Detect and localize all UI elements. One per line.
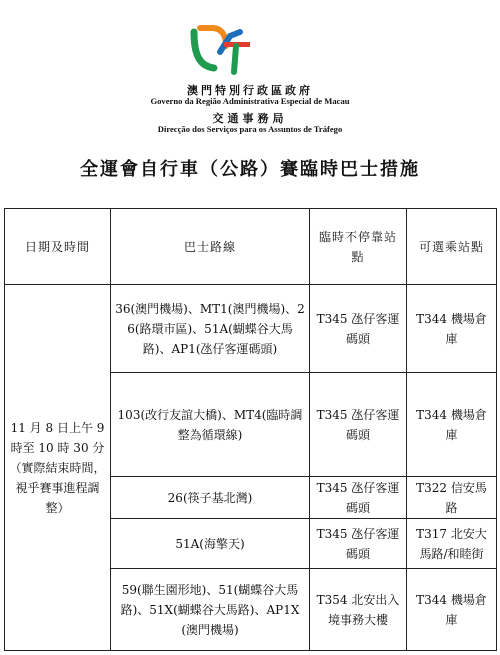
board-stop-cell: T344 機場倉庫 <box>407 373 497 477</box>
board-stop-cell: T322 信安馬路 <box>407 477 497 519</box>
header-board-stop: 可選乘站點 <box>407 209 497 285</box>
government-name-zh: 澳門特別行政區政府 <box>187 84 313 97</box>
skip-stop-cell: T345 氹仔客運碼頭 <box>310 373 407 477</box>
bus-measures-table <box>4 208 497 651</box>
routes-cell: 36(澳門機場)、MT1(澳門機場)、26(路環市區)、51A(蝴蝶谷大馬路)、AP1(氹仔客運碼頭) <box>111 285 310 373</box>
skip-stop-cell: T345 氹仔客運碼頭 <box>310 477 407 519</box>
department-name-zh: 交通事務局 <box>212 112 288 125</box>
skip-stop-cell: T354 北安出入境事務大樓 <box>310 569 407 651</box>
board-stop-cell: T317 北安大馬路/和睦街 <box>407 519 497 569</box>
board-stop-cell: T344 機場倉庫 <box>407 569 497 651</box>
department-name-pt: Direcção dos Serviços para os Assuntos de Tráfego <box>157 124 343 134</box>
header-skip-stop: 臨時不停靠站點 <box>310 209 407 285</box>
routes-cell: 59(聯生園形地)、51(蝴蝶谷大馬路)、51X(蝴蝶谷大馬路)、AP1X(澳門機場) <box>111 569 310 651</box>
table-row <box>5 285 497 373</box>
letterhead <box>0 0 500 150</box>
routes-cell: 103(改行友誼大橋)、MT4(臨時調整為循環線) <box>111 373 310 477</box>
header-date-time: 日期及時間 <box>5 209 111 285</box>
header-bus-routes: 巴士路線 <box>111 209 310 285</box>
board-stop-cell: T344 機場倉庫 <box>407 285 497 373</box>
date-time-cell: 11 月 8 日上午 9 時至 10 時 30 分（實際結束時間，視乎賽事進程調整） <box>5 285 111 651</box>
routes-cell: 51A(海擎天) <box>111 519 310 569</box>
routes-cell: 26(筷子基北灣) <box>111 477 310 519</box>
table-header-row <box>5 209 497 285</box>
dsat-logo-icon <box>190 22 252 76</box>
government-name-pt: Governo da Região Administrativa Especial de Macau <box>150 96 350 106</box>
skip-stop-cell: T345 氹仔客運碼頭 <box>310 285 407 373</box>
skip-stop-cell: T345 氹仔客運碼頭 <box>310 519 407 569</box>
document-title: 全運會自行車（公路）賽臨時巴士措施 <box>80 159 420 180</box>
